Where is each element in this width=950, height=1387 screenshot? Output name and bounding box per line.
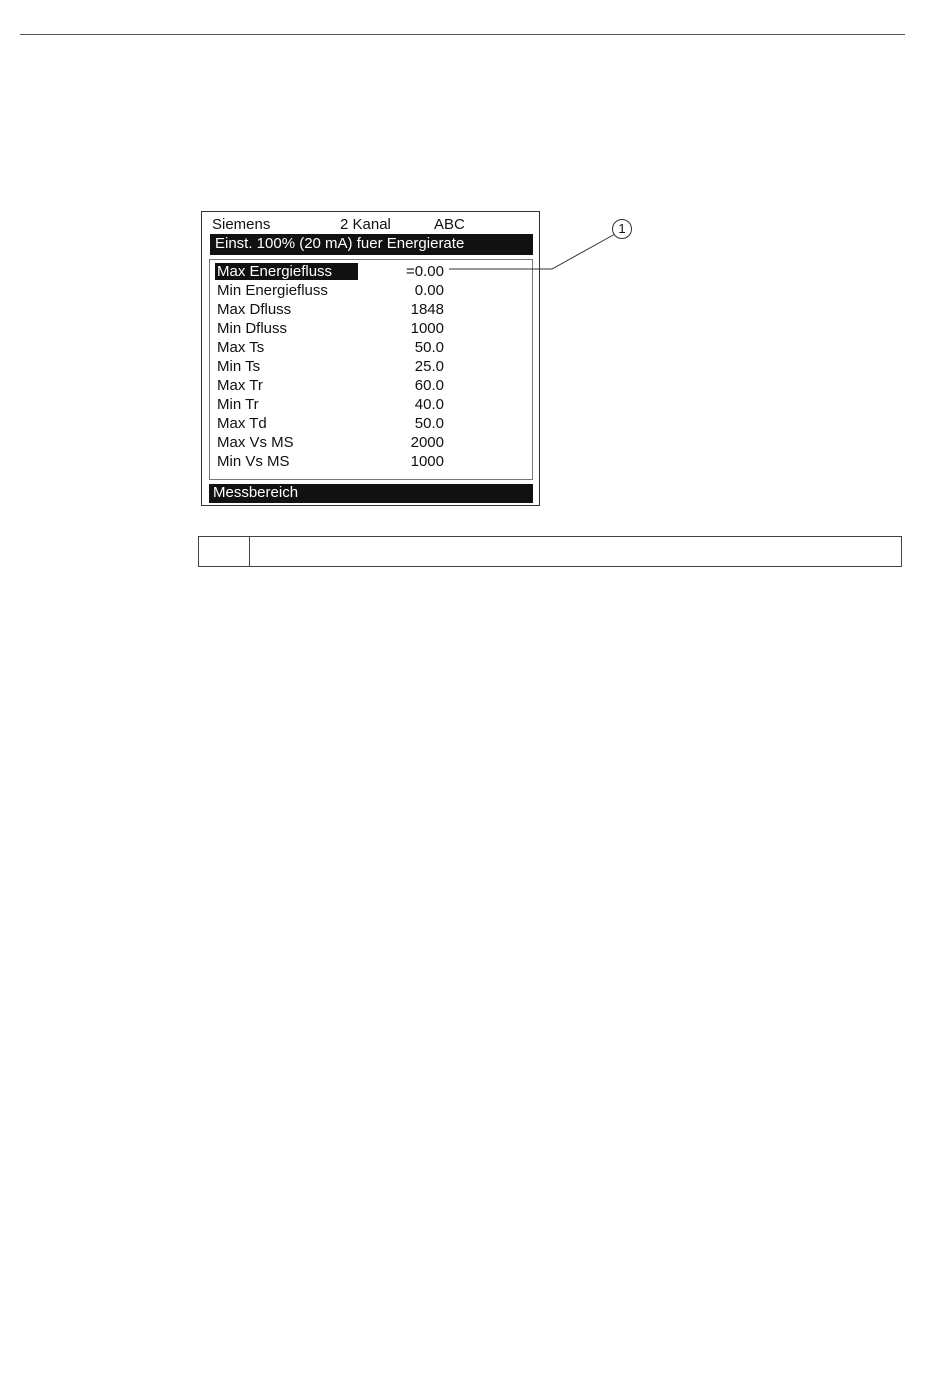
list-item[interactable] xyxy=(210,320,532,339)
list-item-label: Max Energiefluss xyxy=(215,263,358,280)
legend-number-cell xyxy=(199,537,250,566)
list-item[interactable] xyxy=(210,282,532,301)
list-item-value: 0.00 xyxy=(414,282,444,299)
list-item-value: 1000 xyxy=(410,320,444,337)
list-item-label: Min Dfluss xyxy=(217,320,288,337)
list-item-value: 40.0 xyxy=(414,396,444,413)
list-item-label: Min Vs MS xyxy=(217,453,290,470)
list-item-value: =0.00 xyxy=(406,263,444,280)
list-item-value: 50.0 xyxy=(414,415,444,432)
list-item[interactable] xyxy=(210,396,532,415)
list-item-label: Max Vs MS xyxy=(217,434,294,451)
list-item[interactable] xyxy=(210,434,532,453)
list-item-label: Min Ts xyxy=(217,358,261,375)
list-item-label: Min Energiefluss xyxy=(217,282,328,299)
list-item-label: Max Dfluss xyxy=(217,301,292,318)
callout-number: 1 xyxy=(612,219,632,239)
list-item-label: Max Td xyxy=(217,415,267,432)
list-item[interactable] xyxy=(210,453,532,472)
channel-label: 2 Kanal xyxy=(340,216,391,233)
list-item-value: 25.0 xyxy=(414,358,444,375)
list-item[interactable] xyxy=(210,263,532,282)
list-item[interactable] xyxy=(210,415,532,434)
legend-description-cell xyxy=(250,537,901,566)
brand-label: Siemens xyxy=(212,216,271,233)
list-item-value: 50.0 xyxy=(414,339,444,356)
status-bar: Messbereich xyxy=(209,484,533,503)
list-item-value: 1848 xyxy=(410,301,444,318)
tag-label: ABC xyxy=(434,216,465,233)
list-item-label: Max Tr xyxy=(217,377,263,394)
list-item[interactable] xyxy=(210,358,532,377)
legend-table xyxy=(198,536,902,567)
device-display xyxy=(201,211,540,506)
list-item[interactable] xyxy=(210,301,532,320)
list-item-value: 1000 xyxy=(410,453,444,470)
display-header xyxy=(202,214,539,234)
page-header-rule xyxy=(20,34,905,35)
menu-title-bar: Einst. 100% (20 mA) fuer Energierate xyxy=(210,234,533,255)
list-item-value: 60.0 xyxy=(414,377,444,394)
list-item-label: Max Ts xyxy=(217,339,265,356)
parameter-list xyxy=(209,259,533,480)
list-item[interactable] xyxy=(210,339,532,358)
list-item[interactable] xyxy=(210,377,532,396)
list-item-label: Min Tr xyxy=(217,396,259,413)
list-item-value: 2000 xyxy=(410,434,444,451)
